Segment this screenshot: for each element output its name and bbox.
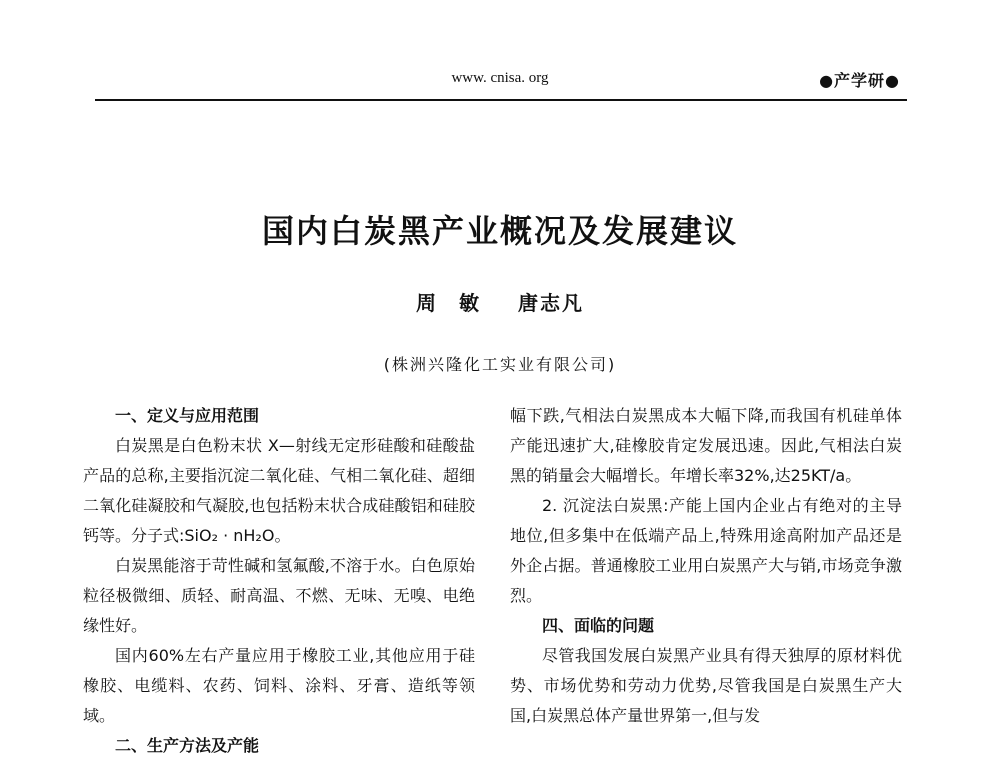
right-column [510, 401, 902, 731]
paragraph: 尽管我国发展白炭黑产业具有得天独厚的原材料优势、市场优势和劳动力优势,尽管我国是白炭黑生产大国,白炭黑总体产量世界第一,但与发 [510, 646, 902, 725]
paragraph: 白炭黑能溶于苛性碱和氢氟酸,不溶于水。白色原始粒径极微细、质轻、耐高温、不燃、无味、无嗅、电绝缘性好。 [83, 556, 475, 635]
section-tag: ●产学研● [819, 71, 900, 90]
left-column [83, 401, 475, 761]
paragraph: 2. 沉淀法白炭黑:产能上国内企业占有绝对的主导地位,但多集中在低端产品上,特殊用途高附加产品还是外企占据。普通橡胶工业用白炭黑产大与销,市场竞争激烈。 [510, 496, 902, 605]
section-heading: 二、生产方法及产能 [115, 736, 260, 755]
paragraph: 白炭黑是白色粉末状 X—射线无定形硅酸和硅酸盐产品的总称,主要指沉淀二氧化硅、气相二氧化硅、超细二氧化硅凝胶和气凝胶,也包括粉末状合成硅酸铝和硅胶钙等。分子式:SiO₂ · nH₂O。 [83, 436, 475, 545]
section-heading: 一、定义与应用范围 [115, 406, 260, 425]
article-title: 国内白炭黑产业概况及发展建议 [261, 212, 738, 250]
header-divider [95, 99, 907, 101]
paragraph: 幅下跌,气相法白炭黑成本大幅下降,而我国有机硅单体产能迅速扩大,硅橡胶肯定发展迅速。因此,气相法白炭黑的销量会大幅增长。年增长率32%,达25KT/a。 [510, 406, 902, 485]
authors [0, 287, 1000, 316]
author-name: 唐志凡 [517, 291, 584, 315]
journal-website: www. cnisa. org [451, 70, 549, 86]
author-name: 周 敏 [416, 291, 487, 315]
affiliation: (株洲兴隆化工实业有限公司) [383, 355, 617, 374]
paragraph: 国内60%左右产量应用于橡胶工业,其他应用于硅橡胶、电缆料、农药、饲料、涂料、牙膏、造纸等领域。 [83, 646, 475, 725]
section-heading: 四、面临的问题 [542, 616, 655, 635]
